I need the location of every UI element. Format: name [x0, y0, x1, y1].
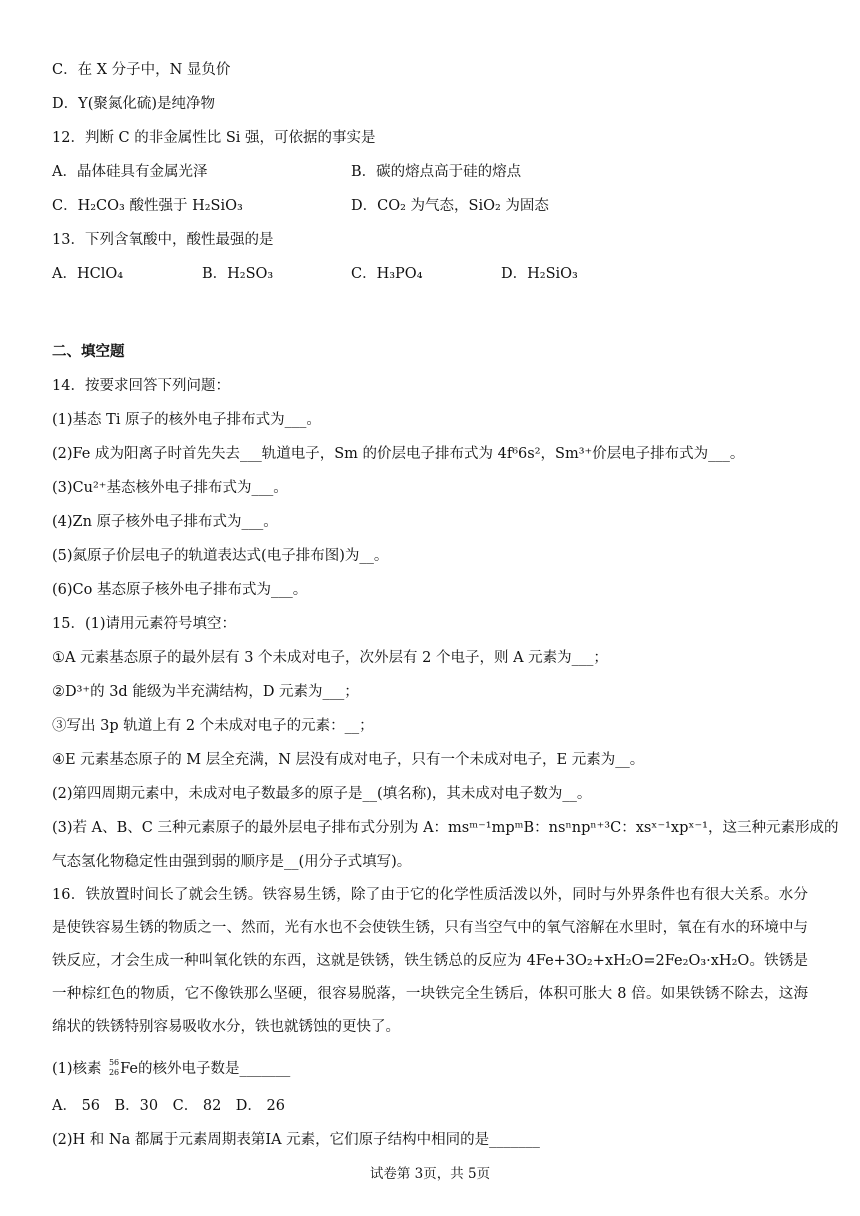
q13-stem: 13．下列含氧酸中，酸性最强的是	[52, 232, 274, 248]
q14-stem: 14．按要求回答下列问题：	[52, 378, 230, 394]
q16-sub-2: (2)H 和 Na 都属于元素周期表第ⅠA 元素，它们原子结构中相同的是_______	[52, 1132, 540, 1148]
q15-sub-1: ①A 元素基态原子的最外层有 3 个未成对电子，次外层有 2 个电子，则 A 元素为___；	[52, 650, 608, 666]
q12-option-a: A．晶体硅具有金属光泽	[52, 164, 208, 180]
section-heading-fill-in: 二、填空题	[52, 343, 125, 360]
q15-part-3-line2: 气态氢化物稳定性由强到弱的顺序是__(用分子式填写)。	[52, 854, 412, 870]
q13-option-d: D．H₂SiO₃	[501, 266, 578, 282]
q16-sub-1-post: 的核外电子数是_______	[138, 1061, 291, 1077]
q16-sub-1	[52, 1059, 290, 1079]
q14-part-5: (5)氮原子价层电子的轨道表达式(电子排布图)为__。	[52, 548, 389, 564]
q12-stem: 12．判断 C 的非金属性比 Si 强，可依据的事实是	[52, 130, 376, 146]
q12-option-b: B．碳的熔点高于硅的熔点	[351, 164, 522, 180]
q15-sub-2: ②D³⁺的 3d 能级为半充满结构，D 元素为___；	[52, 684, 359, 700]
nuclide-symbol: Fe	[120, 1061, 139, 1077]
nuclide-notation	[106, 1059, 120, 1077]
q14-part-2: (2)Fe 成为阳离子时首先失去___轨道电子，Sm 的价层电子排布式为 4f⁶6s²，Sm³⁺价层电子排布式为___。	[52, 446, 745, 462]
q12-option-c: C．H₂CO₃ 酸性强于 H₂SiO₃	[52, 198, 243, 214]
q13-option-b: B．H₂SO₃	[202, 266, 274, 282]
q16-passage: 16．铁放置时间长了就会生锈。铁容易生锈，除了由于它的化学性质活泼以外，同时与外界条件也有很大关系。水分是使铁容易生锈的物质之一、然而，光有水也不会使铁生锈，只有当空气中的氧气溶解在水里时，氧在有水的环境中与铁反应，才会生成一种叫氧化铁的东西，这就是铁锈，铁生锈总的反应为 4Fe+3O₂+xH₂O=2Fe₂O₃·xH₂O。铁锈是一种棕红色的物质，它不像铁那么坚硬，很容易脱落，一块铁完全生锈后，体积可胀大 8 倍。如果铁锈不除去，这海绵状的铁锈特别容易吸收水分，铁也就锈蚀的更快了。	[52, 887, 808, 1035]
page-footer: 试卷第 3页，共 5页	[369, 1166, 491, 1182]
q16-sub-1-pre: (1)核素	[52, 1061, 102, 1077]
q11-option-d: D．Y(聚氮化硫)是纯净物	[52, 96, 216, 112]
q12-option-d: D．CO₂ 为气态，SiO₂ 为固态	[351, 198, 549, 214]
q13-option-a: A．HClO₄	[52, 266, 124, 282]
q14-part-3: (3)Cu²⁺基态核外电子排布式为___。	[52, 480, 288, 496]
q15-part-2: (2)第四周期元素中，未成对电子数最多的原子是__(填名称)，其未成对电子数为__。	[52, 786, 592, 802]
q16-sub-1-options: A． 56 B．30 C． 82 D． 26	[52, 1098, 285, 1114]
q15-sub-3: ③写出 3p 轨道上有 2 个未成对电子的元素：__；	[52, 718, 374, 734]
q14-part-6: (6)Co 基态原子核外电子排布式为___。	[52, 582, 308, 598]
q15-sub-4: ④E 元素基态原子的 M 层全充满，N 层没有成对电子，只有一个未成对电子，E 元素为__。	[52, 752, 645, 768]
q15-stem: 15．(1)请用元素符号填空：	[52, 616, 236, 632]
q11-option-c: C．在 X 分子中，N 显负价	[52, 62, 231, 78]
q14-part-1: (1)基态 Ti 原子的核外电子排布式为___。	[52, 412, 321, 428]
q14-part-4: (4)Zn 原子核外电子排布式为___。	[52, 514, 278, 530]
nuclide-mass-number: 56	[108, 1058, 120, 1067]
q13-option-c: C．H₃PO₄	[351, 266, 423, 282]
q15-part-3-line1: (3)若 A、B、C 三种元素原子的最外层电子排布式分别为 A：msᵐ⁻¹mpᵐB：nsⁿnpⁿ⁺³C：xsˣ⁻¹xpˣ⁻¹，这三种元素形成的	[52, 820, 839, 836]
nuclide-atomic-number: 26	[108, 1068, 120, 1077]
